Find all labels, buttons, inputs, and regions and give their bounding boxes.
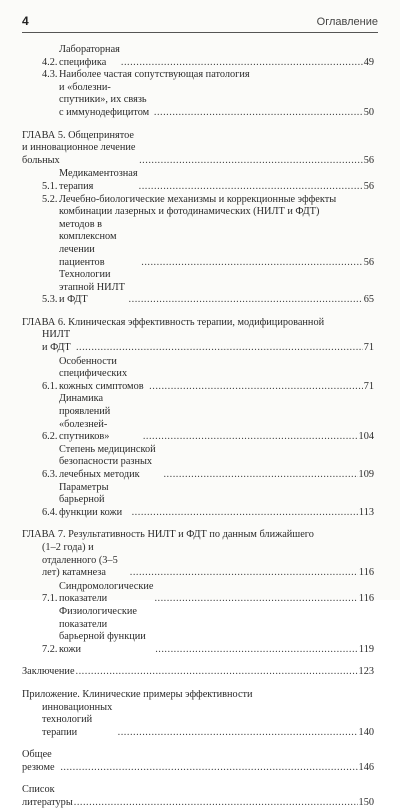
toc-page-number: 56 [363,154,374,166]
running-title: Оглавление [316,16,378,28]
toc-entry-title-line: Приложение. Клинические примеры эффективности [22,688,253,700]
toc-entry-title-line: Степень медицинской безопасности разных лечебных методик [59,443,156,480]
toc-leader-dots [154,107,363,120]
toc-leader-dots [149,381,363,394]
toc-page-number: 71 [363,342,374,354]
toc-entry-concl [22,666,374,679]
toc-entry-resume [22,749,374,774]
toc-page-number: 49 [363,56,374,68]
page-header [22,14,378,28]
toc-entry-ch7 [22,529,374,579]
toc-leader-dots [118,727,358,740]
toc-entry-number: 4.2. [42,56,58,68]
toc-entry-title-line: методов в комплексном лечении пациентов [59,218,117,268]
toc-page-number: 146 [358,761,374,773]
toc-entry-number: 5.2. [42,193,58,205]
toc-entry-title-line: (1–2 года) и отдаленного (3–5 лет) катамнеза [42,541,118,579]
toc-entry-title-line: и «болезни-спутники», их связь с иммунодефицитом [59,81,150,118]
toc-entry-number: 4.3. [42,69,58,81]
toc-page-number: 56 [363,180,374,192]
toc-entry-title-line: ГЛАВА 6. Клиническая эффективность терапии, модифицированной [22,316,325,328]
toc-leader-dots [143,431,358,444]
toc-entry-s4-2 [22,44,374,69]
toc-entry-number: 6.3. [42,469,58,480]
toc-entry-title-line: Технологии этапной НИЛТ и ФДТ [59,269,125,306]
toc-entry-title-line: Лечебно-биологические механизмы и коррекционные эффекты [59,193,337,205]
toc-entry-number: 7.1. [42,593,58,605]
toc-leader-dots [76,666,358,679]
toc-leader-dots [139,181,363,194]
toc-entry-number: 6.1. [42,380,58,392]
toc-leader-dots [130,567,358,580]
toc-page-number: 116 [358,593,374,605]
toc-entry-title-line: ГЛАВА 7. Результативность НИЛТ и ФДТ по данным ближайшего [22,529,314,541]
toc-entry-title-line: Медикаментозная терапия [59,168,138,192]
toc-entry-number: 5.3. [42,294,58,306]
toc-page-number: 109 [358,469,374,480]
toc-entry-s5-2 [22,194,374,270]
toc-page-number: 71 [363,380,374,392]
toc-leader-dots [141,257,362,270]
toc-entry-title-line: Общее резюме [22,749,55,773]
page-number: 4 [22,14,29,28]
toc-entry-s6-1 [22,356,374,394]
toc-leader-dots [163,469,357,482]
toc-entry-title-line: Особенности специфических кожных симптомов [59,355,144,392]
toc-leader-dots [129,294,363,307]
toc-page-number: 104 [358,431,374,443]
toc-entry-number: 6.4. [42,506,58,518]
toc-leader-dots [155,644,358,657]
toc-entry-s7-2 [22,606,374,656]
toc-entry-number: 6.2. [42,431,58,443]
toc-leader-dots [76,342,363,355]
toc-page-number: 50 [363,106,374,118]
toc-entry-s4-3 [22,69,374,119]
toc-entry-title-line: Динамика проявлений «болезней-спутников» [59,393,111,443]
toc-entry-title-line: комбинации лазерных и фотодинамических (НИЛТ и ФДТ) [59,206,320,218]
toc-leader-dots [132,507,358,520]
toc-entry-s7-1 [22,581,374,606]
toc-leader-dots [74,797,358,810]
toc-entry-title-line: Параметры барьерной функции кожи [59,481,123,518]
toc-entry-s6-3 [22,444,374,482]
toc-entry-title-line: Лабораторная специфика [59,44,120,68]
toc-entry-s6-2 [22,393,374,443]
toc-entry-title-line: Физиологические показатели барьерной функции кожи [59,605,146,655]
toc-page-number: 56 [363,256,374,268]
toc-entry-ch5 [22,130,374,168]
toc-entry-title-line: Синдромологические показатели [59,580,154,605]
toc-entry-s5-1 [22,168,374,193]
toc-entry-number: 5.1. [42,180,58,192]
toc-page-number: 116 [358,567,374,579]
toc-entry-s6-4 [22,482,374,520]
toc-page-number: 119 [358,643,374,655]
toc-entry-s5-3 [22,269,374,307]
toc-entry-title-line: инновационных технологий терапии [42,701,113,738]
toc-leader-dots [60,762,357,775]
toc-entry-title-line: ГЛАВА 5. Общепринятое и инновационное лечение больных [22,129,136,166]
toc-entry-refs [22,784,374,809]
toc-leader-dots [139,155,363,168]
toc-entry-title-line: Наиболее частая сопутствующая патология [59,69,250,81]
toc-page-number: 123 [358,666,374,678]
header-rule [22,32,378,33]
toc-page-number: 65 [363,294,374,306]
table-of-contents [22,44,374,810]
toc-entry-ch6 [22,317,374,355]
toc-entry-title-line: Список литературы [22,784,73,809]
toc-page-number: 140 [358,726,374,738]
toc-leader-dots [121,57,363,70]
toc-entry-title-line: НИЛТ и ФДТ [42,329,71,354]
toc-entry-number: 7.2. [42,643,58,655]
toc-entry-title-line: Заключение [22,666,75,678]
toc-page-number: 113 [358,506,374,518]
toc-entry-appx [22,689,374,739]
toc-page-number: 150 [358,797,374,809]
